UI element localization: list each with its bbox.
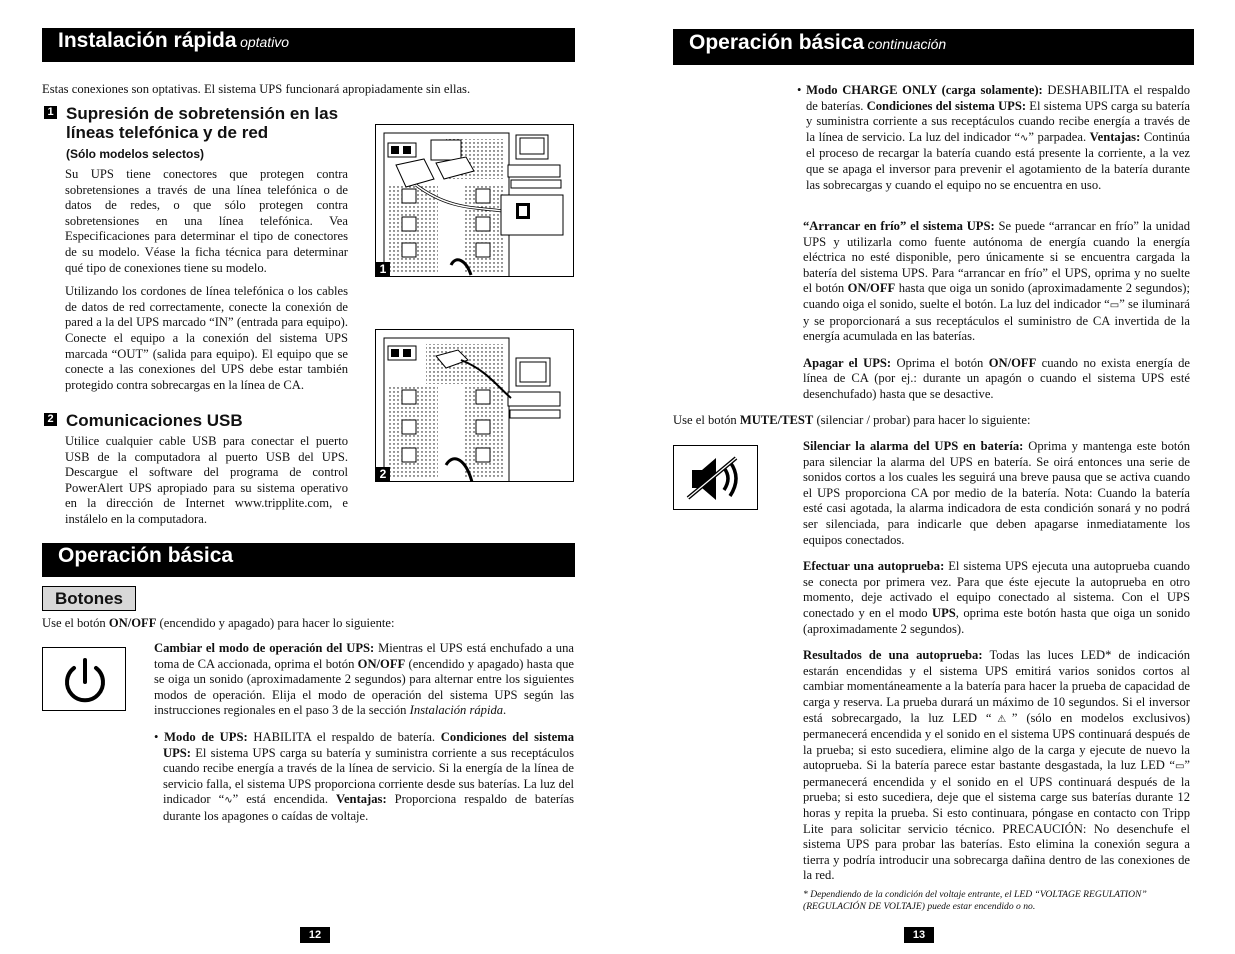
sine-wave-icon: ∿: [1020, 132, 1029, 144]
selftest-label: Efectuar una autoprueba:: [803, 559, 945, 574]
figure-2-usb-connection: [375, 329, 574, 482]
mute-intro: [673, 413, 1203, 429]
results-paragraph: [803, 648, 1190, 884]
page-number-13: 13: [904, 927, 934, 943]
ups-mode-label: Modo de UPS:: [164, 729, 248, 744]
section-1-body: [65, 167, 348, 401]
section-1-p1: Su UPS tiene conectores que protegen contra sobretensiones a través de una línea telefónica o de datos de redes, o que sólo protegen contra sobretensiones en una línea telefónica. Vea Especificaciones para determinar el tipo de conectores de su modelo. Véase la ficha técnica para determinar qué tipo de conexiones tiene su modelo.: [65, 167, 348, 275]
section-1-p2: Utilizando los cordones de línea telefónica o los cables de datos de red correctamente, conecte la conexión de pared a la del UPS marcado “IN” (entrada para equipo). Conecte el equipo a la conexión del sistema UPS marcada “OUT” (salida para equipo). El equipo que se conecte a las conexiones del UPS debe estar también protegido contra sobrecargas en la línea de CA.: [65, 284, 348, 392]
selftest-t2: , oprima este botón hasta que oiga un sonido (aproximadamente 2 segundos).: [803, 605, 1190, 636]
page-number-12: 12: [300, 927, 330, 943]
header-operacion-basica-continuacion: [673, 29, 1194, 65]
charge-only-t3: ” parpadea.: [1028, 129, 1090, 144]
botones-label-box: [42, 586, 136, 611]
silence-t1: Oprima y mantenga este botón para silenciar la alarma del UPS en batería. Se oirá entonces una serie de sonidos cortos a los cuales les seguirá una breve pausa que se activa cuando el UPS proporciona CA por medio de la batería. Nota: Cuando la batería esté casi agotada, la alarma indicadora de esta condición sonará y no podrá ser silenciada, para indicarle que deben apagarse inmediatamente los equipos conectados.: [803, 439, 1190, 547]
change-mode-t2: (encendido y apagado) hasta que se oiga un sonido (aproximadamente 2 segundos) para alternar entre los siguientes modos de operación. Elija el modo de operación del sistema UPS según las instrucciones regionales en el paso 3 de la sección: [154, 656, 575, 718]
section-2-body: Utilice cualquier cable USB para conectar el puerto USB de la computadora al puerto USB del UPS. Descargue el software del programa de control PowerAlert UPS apropiado para su sistema operativo en la dirección de Internet www.tripplite.com, e instálelo en la computadora.: [65, 434, 348, 526]
change-mode-t3: .: [503, 703, 507, 718]
figure-1-number: 1: [376, 262, 390, 276]
results-t1: Todas las luces LED* de indicación estarán encendidas y el sistema UPS emitirá varios sonidos cortos al cambiar momentáneamente a la batería para hacer la prueba de capacidad de carga y reserva. La prueba durará un máximo de 10 segundos. Si el inversor está sobrecargado, la luz LED “: [803, 648, 1190, 725]
mute-intro-c: (silenciar / probar) para hacer lo siguiente:: [813, 413, 1031, 427]
cold-start-t2: hasta que oiga un sonido (aproximadamente 2 segundos); cuando oiga el sonido, suelte el botón. La luz del indicador “: [803, 281, 1190, 311]
change-mode-label: Cambiar el modo de operación del UPS:: [154, 641, 375, 655]
ups-mode-t1: HABILITA el respaldo de batería.: [247, 729, 441, 744]
turn-off-t1: Oprima el botón: [891, 355, 989, 370]
header-right-subtitle: continuación: [867, 36, 947, 52]
charge-only-b3: Ventajas:: [1089, 129, 1141, 144]
header-instalacion-rapida: [42, 28, 575, 62]
section-2-title: [44, 411, 354, 430]
selftest-t1: El sistema UPS ejecuta una autoprueba cuando se conecta por primera vez. Para que éste ejecute la autoprueba en otro momento, deje activado el equipo conectado al sistema. Con el UPS conectado y en el modo: [803, 559, 1190, 620]
section-1-number: 1: [44, 106, 57, 119]
footnote: * Dependiendo de la condición del voltaje entrante, el LED “VOLTAGE REGULATION” (REGULACIÓN DE VOLTAJE) puede estar encendido o no.: [803, 889, 1147, 913]
mute-descriptions: [803, 439, 1190, 913]
ups-usb-illustration: [376, 330, 574, 482]
charge-only-label: Modo CHARGE ONLY (carga solamente):: [806, 83, 1043, 97]
change-mode-t1: Mientras el UPS está enchufado a una toma de CA accionada, oprima el botón: [154, 641, 574, 671]
cold-start-b2: ON/OFF: [847, 281, 896, 296]
ups-mode-t3: ” está encendida.: [232, 792, 337, 807]
turn-off-paragraph: [803, 356, 1190, 403]
onoff-intro-c: (encendido y apagado) para hacer lo siguiente:: [156, 616, 395, 630]
ups-mode-b2: Condiciones del sistema UPS:: [163, 729, 574, 760]
onoff-intro: [42, 616, 582, 632]
results-label: Resultados de una autoprueba:: [803, 648, 983, 663]
ups-mode-t4: Proporciona respaldo de baterías durante los apagones o caídas de voltaje.: [163, 792, 575, 823]
right-upper-column: [797, 83, 1190, 205]
mute-intro-a: Use el botón: [673, 413, 740, 427]
silence-paragraph: [803, 439, 1190, 548]
cold-start-label: “Arrancar en frío” el sistema UPS:: [803, 219, 995, 233]
overload-icon: ⚠: [991, 713, 1012, 725]
results-t3: ” permanecerá encendida y el sonido en el UPS continuará después de la prueba; si esto sucediera, deje que el sistema carge sus baterías durante 12 horas y repita la prueba. Si esto continuara, póngase en contacto con Tripp Lite para solicitar servicio técnico. PRECAUCIÓN: No desenchufe el sistema UPS para probar las baterías. Esto elimina la conexión segura a tierra y podría introducir una sobrecarga dañina dentro de las conexiones de la red.: [803, 758, 1190, 883]
battery-icon: ▭: [1109, 299, 1120, 311]
section-1-heading: Supresión de sobretensión en las líneas telefónica y de red: [66, 104, 339, 142]
power-button-box: [42, 647, 126, 711]
turn-off-label: Apagar el UPS:: [803, 355, 892, 370]
charge-only-t1: DESHABILITA el respaldo de baterías.: [806, 83, 1190, 113]
change-mode-italic: Instalación rápida: [409, 703, 504, 718]
results-t2: ” (sólo en modelos exclusivos) permanecerá encendida y el sonido en el sistema UPS continuará después de la prueba; si esto sucediera, elimine algo de la carga y ejecute de nuevo la autoprueba. Si la batería parece estar bastante desgastada, la luz LED “: [803, 710, 1191, 773]
intro-text: Estas conexiones son optativas. El sistema UPS funcionará apropiadamente sin ellas.: [42, 82, 471, 96]
power-icon: [43, 648, 127, 712]
figure-2-number: 2: [376, 467, 390, 481]
cold-start-t3: ” se iluminará y se proporcionará a sus receptáculos el suministro de CA invertida de la energía acumulada en las baterías.: [803, 296, 1190, 344]
onoff-intro-a: Use el botón: [42, 616, 109, 630]
mute-intro-b: MUTE/TEST: [739, 413, 814, 427]
botones-label: Botones: [55, 589, 123, 608]
section-1-title: [44, 104, 354, 142]
turn-off-b2: ON/OFF: [988, 355, 1037, 370]
section-1-note: (Sólo modelos selectos): [66, 147, 205, 161]
header-title-operacion: Operación básica: [58, 544, 234, 567]
figure-1-telephone-connection: [375, 124, 574, 277]
onoff-descriptions: [154, 641, 574, 825]
ups-mode-paragraph: • Modo de UPS: HABILITA el respaldo de batería. Condiciones del sistema UPS: El sistema UPS carga su batería y suministra corriente a sus receptáculos cuando recibe energía a través de la línea de servicio. Si la energía de la línea de servicio falla, el sistema UPS proporciona corriente desde sus baterías. La luz del indicador “∿” está encendida. Ventajas: Proporciona respaldo de baterías durante los apagones o caídas de voltaje.: [154, 729, 575, 823]
header-right-title: Operación básica: [689, 31, 865, 54]
section-2-number: 2: [44, 413, 57, 426]
charge-only-t4: Continúa el proceso de recargar la batería cuando está presente la corriente, a la vez que se apaga el inversor para prevenir el agotamiento de la batería durante las sobrecargas y cuando el equipo no se encuentra en uso.: [806, 129, 1190, 192]
change-mode-paragraph: [154, 641, 574, 719]
change-mode-b2: ON/OFF: [357, 656, 406, 671]
header-title: Instalación rápida: [58, 29, 237, 52]
charge-only-paragraph: • Modo CHARGE ONLY (carga solamente): DESHABILITA el respaldo de baterías. Condiciones del sistema UPS: El sistema UPS carga su batería y suministra corriente a sus receptáculos cuando recibe energía a través de la línea de servicio. La luz del indicador “∿” parpadea. Ventajas: Continúa el proceso de recargar la batería cuando está presente la corriente, a la vez que se apaga el inversor para prevenir el agotamiento de la batería durante las sobrecargas y cuando el equipo no se encuentra en uso.: [797, 83, 1190, 192]
charge-only-b2: Condiciones del sistema UPS:: [866, 98, 1027, 113]
ups-rear-panel-illustration: [376, 125, 574, 277]
cold-start-t1: Se puede “arrancar en frío” la unidad UPS y utilizarla como fuente autónoma de energía cuando la energía eléctrica no esté disponible, pero únicamente si se encuentra cargada la batería del sistema UPS. Para “arrancar en frío” el UPS, oprima y no suelte el botón: [803, 219, 1190, 296]
charge-only-t2: El sistema UPS carga su batería y suministra corriente a sus receptáculos cuando recibe energía a través de la línea de servicio. La luz del indicador “: [806, 98, 1190, 144]
sine-wave-icon: ∿: [224, 795, 233, 807]
ups-mode-t2: El sistema UPS carga su batería y suministra corriente a sus receptáculos cuando recibe energía a través de la línea de servicio. Si la energía de la línea de servicio falla, el sistema UPS proporciona corriente desde sus baterías. La luz del indicador “: [163, 745, 574, 807]
cold-start-paragraph: [803, 219, 1190, 345]
section-2-heading: Comunicaciones USB: [66, 411, 243, 430]
onoff-intro-b: ON/OFF: [108, 616, 157, 630]
battery-icon: ▭: [1174, 761, 1185, 773]
ups-mode-b3: Ventajas:: [336, 792, 387, 807]
speaker-mute-icon: [674, 446, 759, 511]
selftest-paragraph: [803, 559, 1190, 637]
selftest-b2: UPS: [932, 605, 956, 620]
header-operacion-basica: [42, 543, 575, 577]
silence-label: Silenciar la alarma del UPS en batería:: [803, 439, 1024, 453]
mute-test-button-box: [673, 445, 758, 510]
header-subtitle: optativo: [240, 34, 290, 50]
turn-off-t2: cuando no exista energía de línea de CA (por ej.: durante un apagón o cuando el sistema UPS esté desenchufado) hasta que se desactive.: [803, 355, 1191, 401]
right-column-main: [803, 219, 1190, 411]
